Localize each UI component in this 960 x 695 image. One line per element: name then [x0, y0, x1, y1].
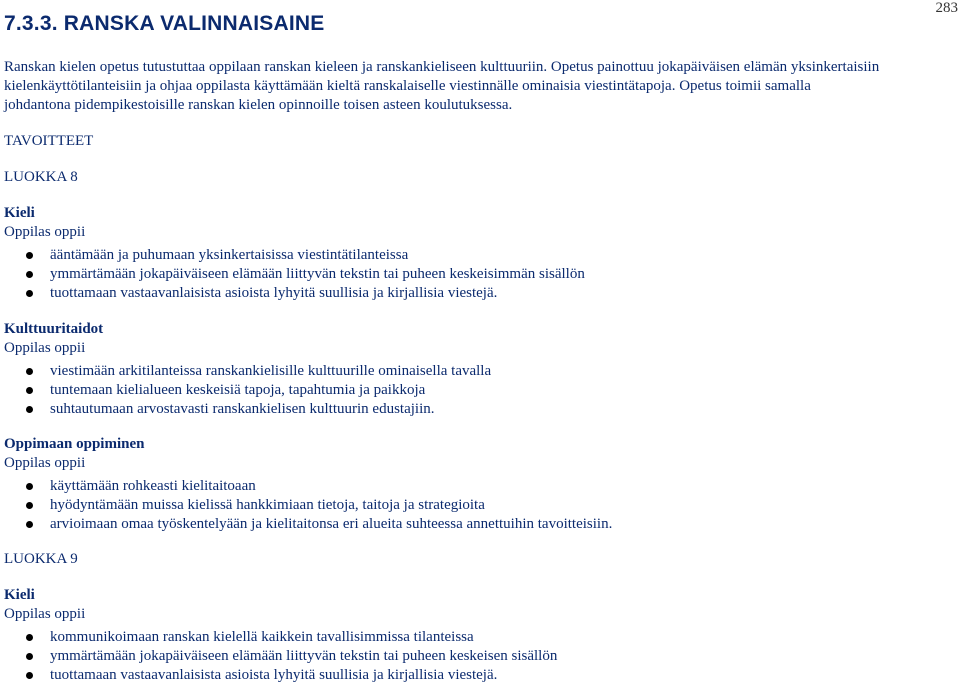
bullet-icon — [26, 252, 33, 259]
subject-heading-learning-to-learn: Oppimaan oppiminen — [4, 436, 145, 452]
list-item — [4, 477, 958, 496]
list-item — [4, 381, 958, 400]
bullet-icon — [26, 653, 33, 660]
learner-lead: Oppilas oppii — [4, 606, 86, 622]
list-item-text: ääntämään ja puhumaan yksinkertaisissa viestintätilanteissa — [50, 247, 409, 263]
subject-heading-language: Kieli — [4, 205, 35, 221]
grade-8-heading: LUOKKA 8 — [4, 169, 78, 185]
list-item — [4, 246, 958, 265]
learner-lead: Oppilas oppii — [4, 224, 86, 240]
bullet-icon — [26, 271, 33, 278]
list-item-text: arvioimaan omaa työskentelyään ja kielitaitonsa eri alueita suhteessa annettuihin tavoitteisiin. — [50, 516, 613, 532]
list-item — [4, 400, 958, 419]
bullet-list — [4, 628, 958, 685]
subject-heading-culture-skills: Kulttuuritaidot — [4, 321, 104, 337]
list-item-text: viestimään arkitilanteissa ranskankielisille kulttuurille ominaisella tavalla — [50, 363, 492, 379]
bullet-icon — [26, 483, 33, 490]
list-item — [4, 666, 958, 685]
intro-line: johdantona pidempikestoisille ranskan kielen opinnoille toisen asteen koulutuksessa. — [4, 97, 513, 113]
bullet-icon — [26, 387, 33, 394]
list-item-text: suhtautumaan arvostavasti ranskankielisen kulttuurin edustajiin. — [50, 401, 435, 417]
bullet-icon — [26, 672, 33, 679]
intro-line: Ranskan kielen opetus tutustuttaa oppilaan ranskan kieleen ja ranskankieliseen kulttuuriin. Opetus painottuu jokapäiväisen elämän yksinkertaisiin — [4, 59, 880, 75]
grade-9-heading: LUOKKA 9 — [4, 551, 78, 567]
list-item-text: kommunikoimaan ranskan kielellä kaikkein tavallisimmissa tilanteissa — [50, 629, 474, 645]
list-item-text: käyttämään rohkeasti kielitaitoaan — [50, 478, 256, 494]
subject-heading-language: Kieli — [4, 587, 35, 603]
bullet-list — [4, 246, 958, 303]
bullet-icon — [26, 502, 33, 509]
bullet-icon — [26, 406, 33, 413]
list-item — [4, 362, 958, 381]
document-body — [4, 58, 958, 685]
list-item — [4, 647, 958, 666]
bullet-icon — [26, 290, 33, 297]
list-item — [4, 628, 958, 647]
learner-lead: Oppilas oppii — [4, 455, 86, 471]
page-number: 283 — [935, 0, 958, 16]
bullet-icon — [26, 634, 33, 641]
intro-line: kielenkäyttötilanteisiin ja ohjaa oppilasta käyttämään kieltä ranskalaiselle viestinnälle ominaisia viestintätapoja. Opetus toimii samalla — [4, 78, 811, 94]
page-title: 7.3.3. RANSKA VALINNAISAINE — [4, 12, 325, 35]
list-item — [4, 515, 958, 534]
list-item — [4, 265, 958, 284]
list-item-text: hyödyntämään muissa kielissä hankkimiaan tietoja, taitoja ja strategioita — [50, 497, 485, 513]
list-item — [4, 284, 958, 303]
bullet-list — [4, 362, 958, 419]
list-item-text: ymmärtämään jokapäiväiseen elämään liittyvän tekstin tai puheen keskeisen sisällön — [50, 648, 558, 664]
list-item-text: tuottamaan vastaavanlaisista asioista lyhyitä suullisia ja kirjallisia viestejä. — [50, 667, 498, 683]
list-item-text: tuntemaan kielialueen keskeisiä tapoja, tapahtumia ja paikkoja — [50, 382, 426, 398]
bullet-icon — [26, 521, 33, 528]
intro-paragraph — [4, 58, 958, 115]
list-item-text: tuottamaan vastaavanlaisista asioista lyhyitä suullisia ja kirjallisia viestejä. — [50, 285, 498, 301]
goals-heading: TAVOITTEET — [4, 133, 94, 149]
bullet-list — [4, 477, 958, 534]
bullet-icon — [26, 368, 33, 375]
learner-lead: Oppilas oppii — [4, 340, 86, 356]
list-item — [4, 496, 958, 515]
list-item-text: ymmärtämään jokapäiväiseen elämään liittyvän tekstin tai puheen keskeisimmän sisällön — [50, 266, 585, 282]
